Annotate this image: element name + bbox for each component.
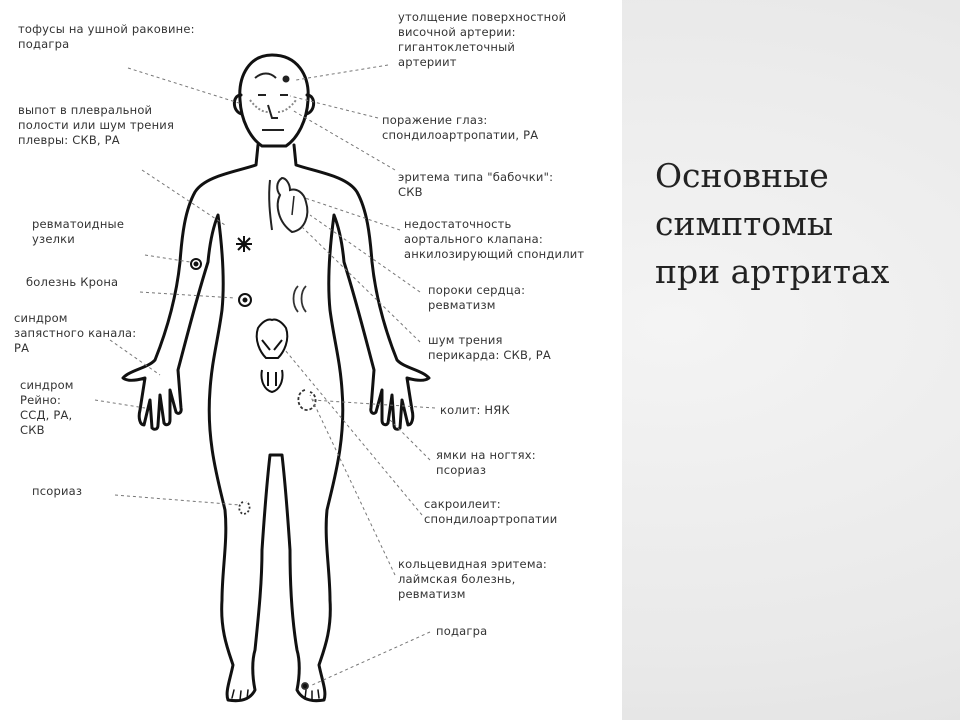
label-sacroiliitis: сакроилеит: спондилоартропатии [424,497,558,526]
body-outline [123,145,429,701]
organ-sketch [294,286,316,410]
slide-title: Основные симптомы при артритах [655,156,890,291]
pelvis-sketch [257,319,288,392]
label-tophi-gout: тофусы на ушной раковине: подагра [18,22,195,51]
label-psoriasis-left: псориаз [32,484,83,498]
label-heart-defects: пороки сердца: ревматизм [428,283,526,312]
face-features [250,74,296,131]
label-pleural-effusion: выпот в плевральной полости или шум трения плевры: СКВ, РА [18,103,175,147]
label-eye-involvement: поражение глаз: спондилоартропатии, РА [382,113,539,142]
label-rheumatoid-nodules: ревматоидные узелки [32,217,125,246]
label-nail-pitting: ямки на ногтях: псориаз [436,448,536,477]
label-pericardial-rub: шум трения перикарда: СКВ, РА [428,333,551,362]
label-butterfly-rash: эритема типа "бабочки": СКВ [398,170,554,199]
label-aortic-insufficiency: недостаточность аортального клапана: анкилозирующий спондилит [404,217,585,261]
label-erythema-annulare: кольцевидная эритема: лаймская болезнь, ревматизм [398,557,548,601]
asterisk-marker [236,236,252,252]
circle-markers [191,259,251,306]
leader-lines [95,65,435,686]
heart-sketch [269,178,307,232]
label-colitis: колит: НЯК [440,403,510,417]
label-gout-foot: подагра [436,624,488,638]
label-crohn-disease: болезнь Крона [26,275,119,289]
label-raynaud: синдром Рейно: ССД, РА, СКВ [20,378,74,437]
label-temporal-arteritis: утолщение поверхностной височной артерии: гигантоклеточный артериит [398,10,567,69]
label-carpal-tunnel: синдром запястного канала: РА [14,311,137,355]
